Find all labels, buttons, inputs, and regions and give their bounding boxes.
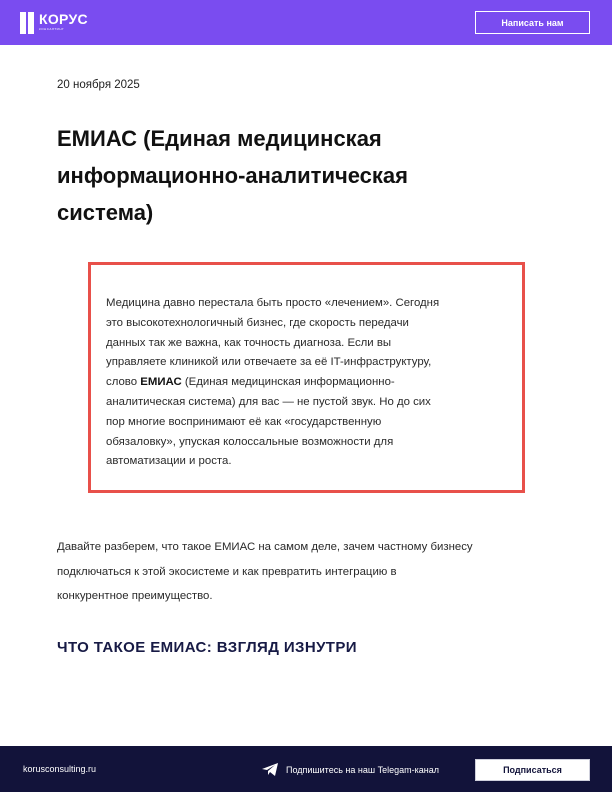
quote-line: данных так же важна, как точность диагноза. Если вы bbox=[106, 336, 392, 349]
article-date: 20 ноября 2025 bbox=[57, 79, 140, 91]
telegram-icon bbox=[262, 763, 278, 776]
site-link[interactable]: korusconsulting.ru bbox=[23, 764, 97, 774]
footer bbox=[0, 746, 612, 792]
quote-line: это высокотехнологичный бизнес, где скорость передачи bbox=[106, 316, 409, 329]
lead-quote-box bbox=[88, 262, 525, 493]
header bbox=[0, 0, 612, 45]
quote-text: (Единая медицинская информационно- bbox=[181, 376, 395, 389]
intro-line: конкурентное преимущество. bbox=[57, 590, 213, 602]
intro-line: Давайте разберем, что такое ЕМИАС на самом деле, зачем частному бизнесу bbox=[57, 541, 473, 553]
quote-bold-term: ЕМИАС bbox=[140, 376, 182, 389]
korus-logo[interactable] bbox=[20, 12, 88, 34]
subscribe-button[interactable]: Подписаться bbox=[475, 759, 590, 781]
title-line: ЕМИАС (Единая медицинская bbox=[57, 126, 382, 151]
title-line: система) bbox=[57, 200, 154, 225]
logo-mark-icon bbox=[20, 12, 34, 34]
quote-line bbox=[106, 373, 522, 393]
logo-subtext: КОНСАЛТИНГ bbox=[39, 27, 65, 31]
logo-text: КОРУС bbox=[39, 11, 88, 27]
quote-line: пор многие воспринимают её как «государственную bbox=[106, 415, 382, 428]
quote-line: обязаловку», упуская колоссальные возможности для bbox=[106, 435, 394, 448]
contact-us-button[interactable]: Написать нам bbox=[475, 11, 590, 34]
quote-line: автоматизации и роста. bbox=[106, 455, 232, 468]
quote-line: управляете клиникой или отвечаете за её IT-инфраструктуру, bbox=[106, 356, 432, 369]
quote-text: слово bbox=[106, 376, 141, 389]
quote-line: Медицина давно перестала быть просто «лечением». Сегодня bbox=[106, 297, 440, 309]
telegram-link[interactable]: Подпишитесь на наш Telegam-канал bbox=[286, 765, 439, 775]
quote-line: аналитическая система) для вас — не пустой звук. Но до сих bbox=[106, 395, 431, 408]
title-line: информационно-аналитическая bbox=[57, 163, 409, 188]
section-heading: ЧТО ТАКОЕ ЕМИАС: ВЗГЛЯД ИЗНУТРИ bbox=[57, 639, 357, 656]
intro-line: подключаться к этой экосистеме и как превратить интеграцию в bbox=[57, 565, 397, 578]
page-title bbox=[57, 120, 537, 231]
intro-paragraph bbox=[57, 535, 557, 609]
